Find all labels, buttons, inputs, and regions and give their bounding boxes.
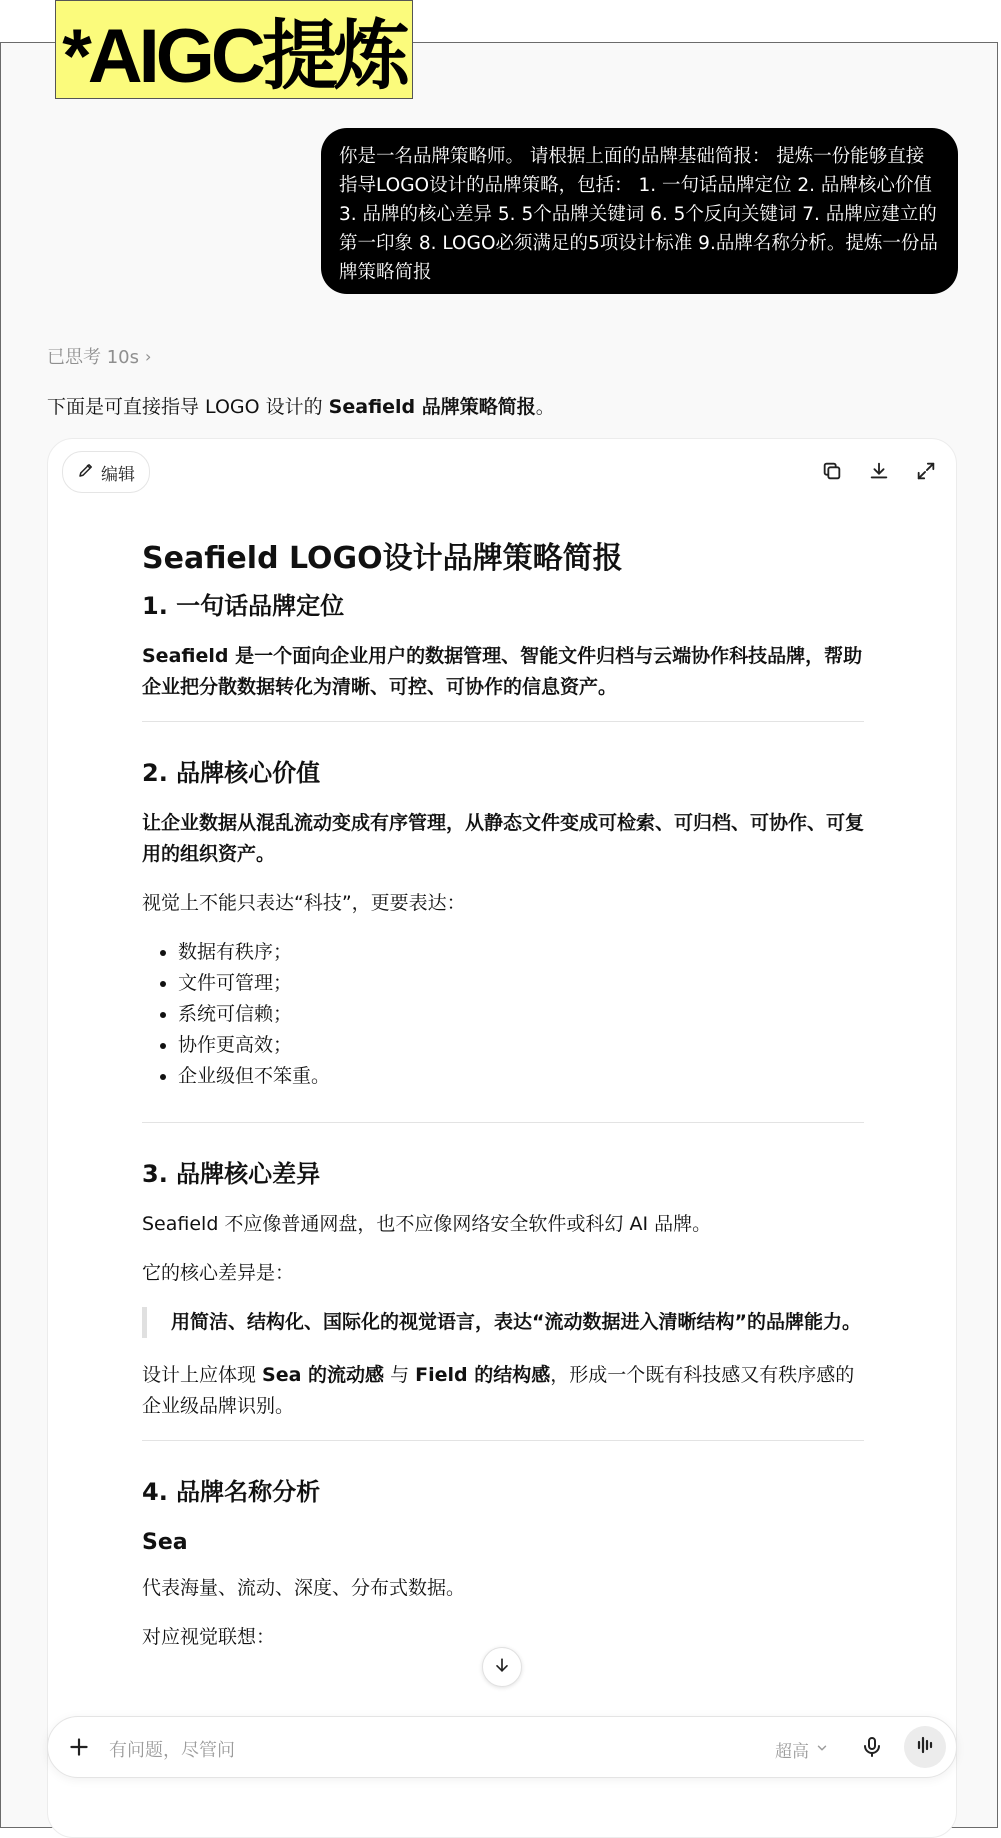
- paragraph: [142, 1360, 864, 1422]
- message-composer: [47, 1716, 957, 1778]
- positioning-statement: Seafield 是一个面向企业用户的数据管理、智能文件归档与云端协作科技品牌，帮助企业把分散数据转化为清晰、可控、可协作的信息资产。: [142, 645, 863, 698]
- edit-label: 编辑: [101, 464, 135, 485]
- blockquote: 用简洁、结构化、国际化的视觉语言，表达“流动数据进入清晰结构”的品牌能力。: [142, 1307, 864, 1338]
- document-canvas: [47, 438, 957, 1838]
- paragraph: 视觉上不能只表达“科技”，更要表达：: [142, 892, 466, 914]
- document-title: Seafield LOGO设计品牌策略简报: [142, 541, 623, 576]
- section-heading: 4. 品牌名称分析: [142, 1478, 321, 1506]
- section-heading: 3. 品牌核心差异: [142, 1160, 321, 1188]
- bold-text: Sea 的流动感: [262, 1364, 385, 1386]
- arrow-down-icon: [492, 1655, 512, 1679]
- intro-prefix: 下面是可直接指导 LOGO 设计的: [47, 396, 329, 418]
- paragraph: 对应视觉联想：: [142, 1626, 276, 1648]
- list-item: • 文件可管理；: [178, 968, 864, 999]
- core-value-statement: 让企业数据从混乱流动变成有序管理，从静态文件变成可检索、可归档、可协作、可复用的组织资产。: [142, 812, 865, 865]
- thought-toggle[interactable]: [47, 343, 151, 369]
- thought-label: 已思考 10s: [47, 347, 140, 368]
- plus-icon[interactable]: [66, 1734, 92, 1764]
- list-item: • 协作更高效；: [178, 1030, 864, 1061]
- copy-icon[interactable]: [820, 459, 844, 483]
- paragraph: Seafield 不应像普通网盘，也不应像网络安全软件或科幻 AI 品牌。: [142, 1213, 712, 1235]
- list-item: • 数据有秩序；: [178, 937, 864, 968]
- aigc-label: *AIGC提炼: [55, 0, 413, 99]
- waveform-icon: [913, 1733, 937, 1761]
- list-item: • 企业级但不笨重。: [178, 1061, 864, 1092]
- section-heading: 2. 品牌核心价值: [142, 759, 321, 787]
- edit-button[interactable]: [62, 451, 150, 493]
- chevron-down-icon: [815, 1740, 829, 1760]
- message-input[interactable]: 有问题，尽管问: [109, 1740, 235, 1761]
- intro-suffix: 。: [535, 396, 555, 418]
- paragraph: 它的核心差异是：: [142, 1262, 295, 1284]
- paragraph: 代表海量、流动、深度、分布式数据。: [142, 1577, 466, 1599]
- scroll-down-button[interactable]: [482, 1647, 522, 1687]
- bold-text: Field 的结构感: [415, 1364, 551, 1386]
- value-list: [142, 937, 864, 1092]
- intro-bold: Seafield 品牌策略简报: [328, 396, 536, 418]
- list-item: • 系统可信赖；: [178, 999, 864, 1030]
- chevron-right-icon: ›: [145, 346, 152, 366]
- user-message-bubble: 你是一名品牌策略师。 请根据上面的品牌基础简报： 提炼一份能够直接指导LOGO设计的品牌策略，包括： 1. 一句话品牌定位 2. 品牌核心价值 3. 品牌的核心差异 5. 5个品牌关键词 6. 5个反向关键词 7. 品牌应建立的第一印象 8. LOGO必须满足的5项设计标准 9.品牌名称分析。提炼一份品牌策略简报: [321, 128, 958, 294]
- model-label: 超高: [775, 1742, 809, 1762]
- download-icon[interactable]: [867, 459, 891, 483]
- subheading: Sea: [142, 1530, 188, 1555]
- divider: [142, 721, 864, 722]
- divider: [142, 1122, 864, 1123]
- pencil-icon: [77, 461, 95, 484]
- model-selector[interactable]: [775, 1737, 829, 1762]
- text: ，形成一个既有科技感又有秩序感的企业级品牌识别。: [142, 1364, 855, 1417]
- text: 与: [384, 1364, 416, 1386]
- microphone-icon[interactable]: [860, 1735, 884, 1763]
- divider: [142, 1440, 864, 1441]
- section-heading: 1. 一句话品牌定位: [142, 592, 345, 620]
- expand-icon[interactable]: [914, 459, 938, 483]
- document-toolbar: [820, 459, 938, 483]
- assistant-intro: [47, 392, 555, 419]
- voice-mode-button[interactable]: [904, 1726, 946, 1768]
- text: 设计上应体现: [142, 1364, 263, 1386]
- document-body: [142, 539, 864, 1671]
